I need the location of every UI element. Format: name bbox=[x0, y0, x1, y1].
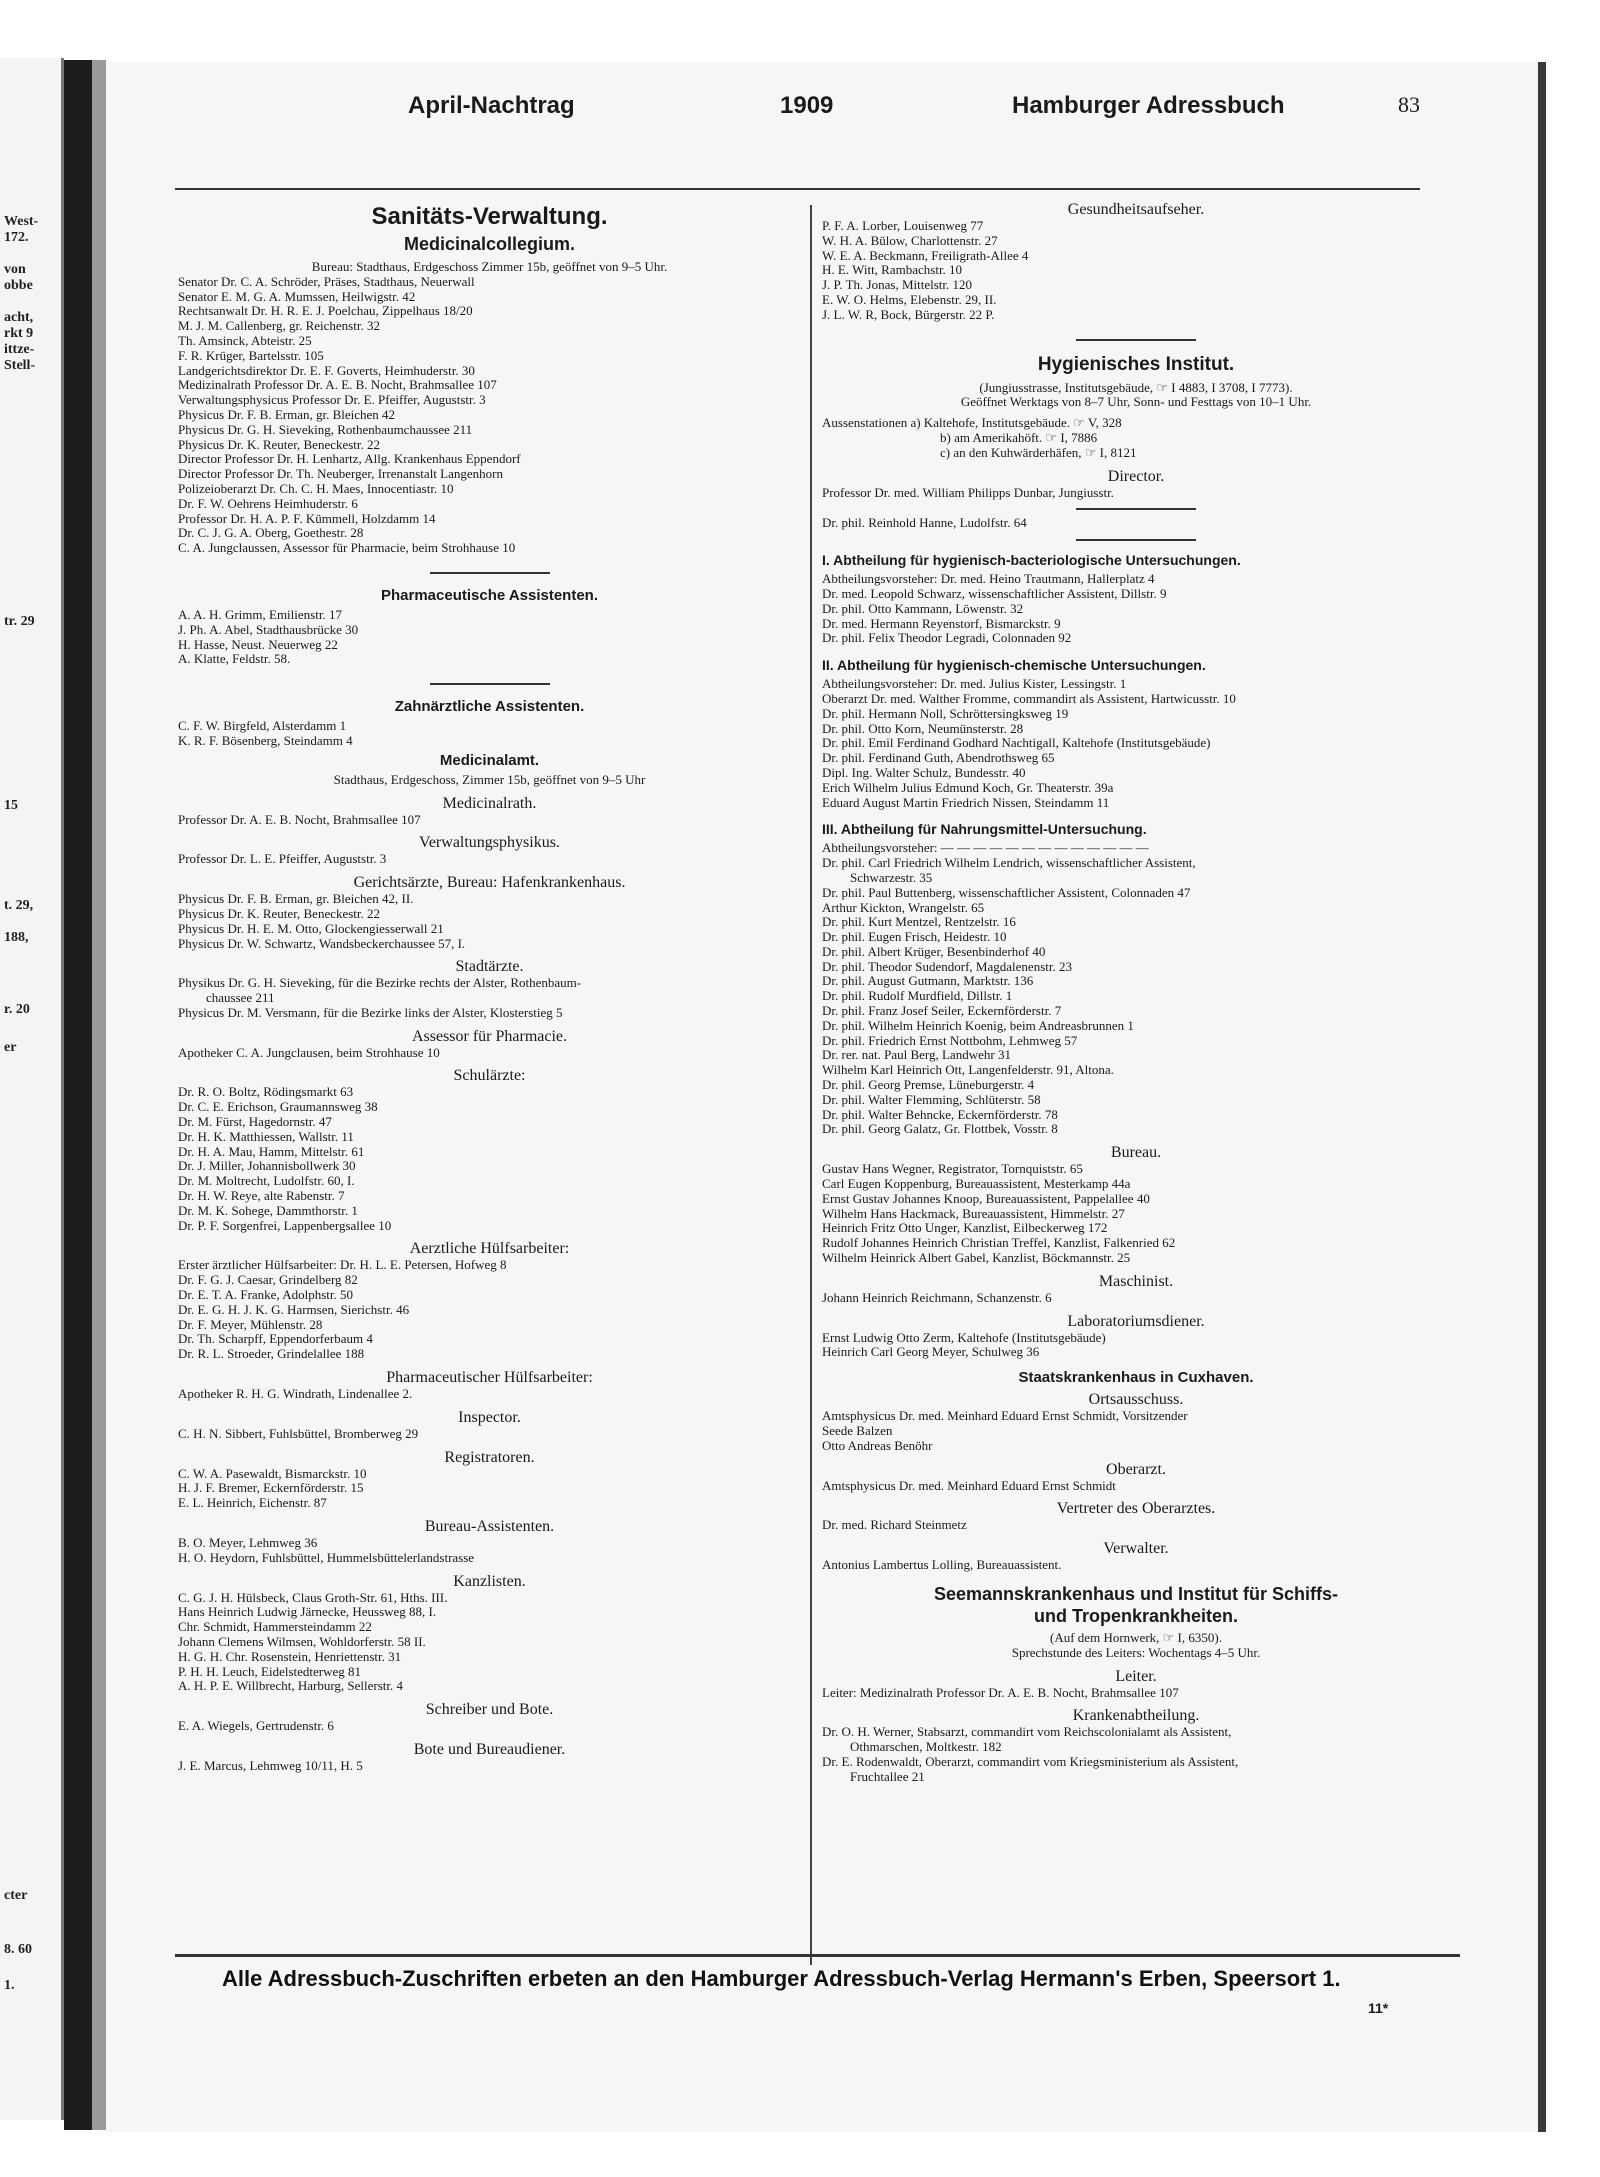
entry-line: Rechtsanwalt Dr. H. R. E. J. Poelchau, Zippelhaus 18/20 bbox=[178, 304, 473, 319]
entry-line: Otto Andreas Benöhr bbox=[822, 1438, 933, 1453]
verwalter-list bbox=[822, 1558, 1450, 1573]
subtitle-inspector: Inspector. bbox=[458, 1408, 521, 1426]
entry-line: P. F. A. Lorber, Louisenweg 77 bbox=[822, 219, 984, 233]
section-title-pharm-assistenten: Pharmaceutische Assistenten. bbox=[380, 586, 599, 604]
previous-page-fragment: tr. 29 bbox=[4, 614, 35, 629]
entry-line: Dr. P. F. Sorgenfrei, Lappenbergsallee 10 bbox=[178, 1218, 392, 1233]
previous-page-fragment: 8. 60 bbox=[4, 1942, 32, 1957]
previous-page-fragment: r. 20 bbox=[4, 1002, 30, 1017]
registratoren-list bbox=[178, 1467, 801, 1511]
subtitle-stadt: Stadtärzte. bbox=[455, 958, 524, 976]
entry-line: Dr. phil. Emil Ferdinand Godhard Nachtigall, Kaltehofe (Institutsgebäude) bbox=[822, 736, 1211, 751]
hyg-address: (Jungiusstrasse, Institutsgebäude, ☞ I 4883, I 3708, I 7773). bbox=[979, 380, 1293, 395]
section-title-collegium: Medicinalcollegium. bbox=[403, 234, 576, 254]
entry-line: Dr. H. W. Reye, alte Rabenstr. 7 bbox=[178, 1189, 345, 1204]
entry-line: Dr. phil. Otto Kammann, Löwenstr. 32 bbox=[822, 601, 1024, 616]
entry-line: Dr. C. E. Erichson, Graumannsweg 38 bbox=[178, 1100, 378, 1115]
entry-line: Senator E. M. G. A. Mumssen, Heilwigstr. 42 bbox=[178, 289, 416, 304]
subtitle-bureau-assistenten: Bureau-Assistenten. bbox=[424, 1518, 555, 1536]
entry-line: Physicus Dr. G. H. Sieveking, Rothenbaumchaussee 211 bbox=[178, 422, 473, 437]
entry-line: Physikus Dr. G. H. Sieveking, für die Bezirke rechts der Alster, Rothenbaum- bbox=[178, 976, 582, 991]
subtitle-kanzlisten: Kanzlisten. bbox=[453, 1572, 526, 1590]
header-rule bbox=[175, 188, 1420, 190]
entry-line: Dr. phil. Wilhelm Heinrich Koenig, beim Andreasbrunnen 1 bbox=[822, 1018, 1134, 1033]
subtitle-assessor: Assessor für Pharmacie. bbox=[411, 1027, 568, 1045]
subtitle-bote: Bote und Bureaudiener. bbox=[413, 1740, 566, 1758]
entry-line: E. L. Heinrich, Eichenstr. 87 bbox=[178, 1496, 327, 1511]
book-spine bbox=[64, 60, 92, 2130]
abt2-list bbox=[822, 677, 1450, 810]
entry-line: Abtheilungsvorsteher: Dr. med. Heino Trautmann, Hallerplatz 4 bbox=[822, 572, 1155, 587]
left-column bbox=[178, 200, 801, 1960]
previous-page-fragment: obbe bbox=[4, 278, 33, 293]
divider bbox=[1076, 339, 1196, 341]
entry-line: Dr. phil. Felix Theodor Legradi, Colonnaden 92 bbox=[822, 631, 1072, 646]
entry-line: A. A. H. Grimm, Emilienstr. 17 bbox=[178, 607, 342, 622]
pharm-huelfs-list bbox=[178, 1387, 801, 1402]
previous-page-fragment: Stell- bbox=[4, 358, 36, 373]
entry-line: J. L. W. R, Bock, Bürgerstr. 22 P. bbox=[822, 307, 995, 322]
gericht-list bbox=[178, 892, 801, 951]
subtitle-director: Director. bbox=[1107, 467, 1165, 485]
previous-page-fragment: 172. bbox=[4, 230, 29, 245]
previous-page-fragment: acht, bbox=[4, 310, 34, 325]
oberarzt-list bbox=[822, 1479, 1450, 1494]
entry-line: W. E. A. Beckmann, Freiligrath-Allee 4 bbox=[822, 248, 1029, 263]
entry-line: Aussenstationen a) Kaltehofe, Institutsgebäude. ☞ V, 328 bbox=[822, 416, 1122, 431]
entry-line: Carl Eugen Koppenburg, Bureauassistent, Mesterkamp 44a bbox=[822, 1177, 1131, 1192]
header-title: Hamburger Adressbuch bbox=[1012, 92, 1285, 119]
entry-line: Dr. phil. Friedrich Ernst Nottbohm, Lehmweg 57 bbox=[822, 1033, 1078, 1048]
schreiber-list bbox=[178, 1719, 801, 1734]
entry-line: Gustav Hans Wegner, Registrator, Tornquiststr. 65 bbox=[822, 1162, 1083, 1177]
director-list bbox=[822, 486, 1450, 501]
entry-line: Erich Wilhelm Julius Edmund Koch, Gr. Theaterstr. 39a bbox=[822, 780, 1114, 795]
section-title-abt2: II. Abtheilung für hygienisch-chemische Untersuchungen. bbox=[822, 657, 1206, 674]
entry-line: Director Professor Dr. Th. Neuberger, Irrenanstalt Langenhorn bbox=[178, 467, 503, 482]
entry-line: A. H. P. E. Willbrecht, Harburg, Sellerstr. 4 bbox=[178, 1679, 404, 1694]
ortsausschuss-list bbox=[822, 1409, 1450, 1453]
entry-line: Dr. phil. Paul Buttenberg, wissenschaftlicher Assistent, Colonnaden 47 bbox=[822, 885, 1191, 900]
kanzlisten-list bbox=[178, 1591, 801, 1695]
subtitle-gesundheitsaufseher: Gesundheitsaufseher. bbox=[1067, 201, 1205, 218]
entry-line: Dr. H. K. Matthiessen, Wallstr. 11 bbox=[178, 1129, 354, 1144]
entry-line: Chr. Schmidt, Hammersteindamm 22 bbox=[178, 1620, 372, 1635]
entry-line: Physicus Dr. H. E. M. Otto, Glockengiesserwall 21 bbox=[178, 921, 444, 936]
huelfs-list bbox=[178, 1258, 801, 1362]
previous-page-fragment: 1. bbox=[4, 1978, 15, 1993]
entry-line: K. R. F. Bösenberg, Steindamm 4 bbox=[178, 733, 353, 748]
hyg-hours: Geöffnet Werktags von 8–7 Uhr, Sonn- und Festtags von 10–1 Uhr. bbox=[960, 395, 1312, 410]
entry-line: P. H. H. Leuch, Eidelstedterweg 81 bbox=[178, 1664, 362, 1679]
entry-line: Dr. F. Meyer, Mühlenstr. 28 bbox=[178, 1317, 323, 1332]
main-title: Sanitäts-Verwaltung. bbox=[371, 203, 608, 230]
entry-line: Dr. phil. Eugen Frisch, Heidestr. 10 bbox=[822, 930, 1007, 945]
entry-line: Physicus Dr. K. Reuter, Beneckestr. 22 bbox=[178, 906, 381, 921]
entry-line: H. G. H. Chr. Rosenstein, Henriettenstr. 31 bbox=[178, 1649, 402, 1664]
entry-line: Ernst Gustav Johannes Knoop, Bureauassistent, Pappelallee 40 bbox=[822, 1191, 1150, 1206]
entry-line: Professor Dr. med. William Philipps Dunbar, Jungiusstr. bbox=[822, 485, 1114, 500]
subtitle-leiter: Leiter. bbox=[1115, 1667, 1157, 1685]
previous-page-fragment: West- bbox=[4, 214, 39, 229]
subtitle-pharm-huelfs: Pharmaceutischer Hülfsarbeiter: bbox=[386, 1369, 593, 1387]
subtitle-gericht: Gerichtsärzte, Bureau: Hafenkrankenhaus. bbox=[353, 874, 626, 892]
entry-line: H. O. Heydorn, Fuhlsbüttel, Hummelsbüttelerlandstrasse bbox=[178, 1550, 475, 1565]
entry-line: Professor Dr. A. E. B. Nocht, Brahmsallee 107 bbox=[178, 812, 421, 827]
vertreter-list bbox=[822, 1518, 1450, 1533]
entry-line: Heinrich Carl Georg Meyer, Schulweg 36 bbox=[822, 1345, 1040, 1360]
medicinalamt-bureau: Stadthaus, Erdgeschoss, Zimmer 15b, geöffnet von 9–5 Uhr bbox=[333, 772, 646, 787]
entry-line: Dr. med. Hermann Reyenstorf, Bismarckstr. 9 bbox=[822, 616, 1061, 631]
subtitle-schreiber: Schreiber und Bote. bbox=[425, 1701, 554, 1719]
subtitle-huelfs: Aerztliche Hülfsarbeiter: bbox=[409, 1240, 570, 1258]
entry-line: Physicus Dr. F. B. Erman, gr. Bleichen 42, II. bbox=[178, 892, 414, 907]
entry-line: Johann Clemens Wilmsen, Wohldorferstr. 58 II. bbox=[178, 1635, 426, 1649]
entry-line: Dr. phil. Ferdinand Guth, Abendrothsweg 65 bbox=[822, 751, 1055, 766]
entry-line: H. Hasse, Neust. Neuerweg 22 bbox=[178, 637, 338, 652]
entry-line: Leiter: Medizinalrath Professor Dr. A. E. B. Nocht, Brahmsallee 107 bbox=[822, 1685, 1179, 1700]
footer-rule bbox=[175, 1954, 1460, 1957]
entry-line: Dr. phil. Albert Krüger, Besenbinderhof 40 bbox=[822, 944, 1046, 959]
header-left: April-Nachtrag bbox=[408, 92, 575, 119]
entry-line: Dr. phil. Theodor Sudendorf, Magdalenenstr. 23 bbox=[822, 959, 1072, 974]
subtitle-ortsausschuss: Ortsausschuss. bbox=[1088, 1391, 1184, 1409]
entry-line: Dr. med. Leopold Schwarz, wissenschaftlicher Assistent, Dillstr. 9 bbox=[822, 586, 1167, 601]
entry-line: Dr. phil. Kurt Mentzel, Rentzelstr. 16 bbox=[822, 915, 1016, 930]
verwaltung-list bbox=[178, 852, 801, 867]
entry-line: C. H. N. Sibbert, Fuhlsbüttel, Bromberweg 29 bbox=[178, 1426, 419, 1441]
previous-page-fragment: 15 bbox=[4, 798, 18, 813]
entry-line: Erster ärztlicher Hülfsarbeiter: Dr. H. L. E. Petersen, Hofweg 8 bbox=[178, 1258, 507, 1273]
section-title-seemann-2: und Tropenkrankheiten. bbox=[1033, 1606, 1239, 1626]
maschinist-list bbox=[822, 1291, 1450, 1306]
previous-page-fragment: von bbox=[4, 262, 26, 277]
entry-line: Dr. M. Moltrecht, Ludolfstr. 60, I. bbox=[178, 1174, 355, 1189]
entry-line: H. J. F. Bremer, Eckernförderstr. 15 bbox=[178, 1481, 364, 1496]
laboratoriumsdiener-list bbox=[822, 1331, 1450, 1361]
entry-line: Dr. E. G. H. J. K. G. Harmsen, Sierichstr. 46 bbox=[178, 1302, 410, 1317]
pharm-assistenten-list bbox=[178, 608, 801, 667]
previous-page-fragment: rkt 9 bbox=[4, 326, 34, 341]
entry-line: Amtsphysicus Dr. med. Meinhard Eduard Ernst Schmidt, Vorsitzender bbox=[822, 1409, 1188, 1424]
entry-line: Dr. M. K. Sohege, Dammthorstr. 1 bbox=[178, 1203, 358, 1218]
director-extra: Dr. phil. Reinhold Hanne, Ludolfstr. 64 bbox=[822, 516, 1027, 531]
entry-line: Dr. J. Miller, Johannisbollwerk 30 bbox=[178, 1159, 356, 1174]
footer-notice: Alle Adressbuch-Zuschriften erbeten an den Hamburger Adressbuch-Verlag Hermann's Erben, Speersort 1. bbox=[222, 1966, 1341, 1991]
abt3-list bbox=[822, 841, 1450, 1137]
entry-line: H. E. Witt, Rambachstr. 10 bbox=[822, 263, 963, 278]
section-title-abt3: III. Abtheilung für Nahrungsmittel-Untersuchung. bbox=[822, 821, 1147, 838]
entry-line: Dr. H. A. Mau, Hamm, Mittelstr. 61 bbox=[178, 1144, 365, 1159]
entry-line: Physicus Dr. W. Schwartz, Wandsbeckerchaussee 57, I. bbox=[178, 936, 466, 951]
entry-line: Dr. F. W. Oehrens Heimhuderstr. 6 bbox=[178, 496, 358, 511]
entry-line: Dr. Th. Scharpff, Eppendorferbaum 4 bbox=[178, 1332, 373, 1347]
entry-line: Dr. phil. Georg Galatz, Gr. Flottbek, Vosstr. 8 bbox=[822, 1122, 1058, 1137]
header-year: 1909 bbox=[780, 92, 834, 119]
entry-line: Physicus Dr. M. Versmann, für die Bezirke links der Alster, Klosterstieg 5 bbox=[178, 1005, 563, 1020]
entry-line: Dr. F. G. J. Caesar, Grindelberg 82 bbox=[178, 1273, 358, 1288]
entry-line: Dr. phil. Hermann Noll, Schröttersingksweg 19 bbox=[822, 706, 1069, 721]
entry-line: Eduard August Martin Friedrich Nissen, Steindamm 11 bbox=[822, 795, 1110, 810]
seemann-hours: Sprechstunde des Leiters: Wochentags 4–5 Uhr. bbox=[1011, 1645, 1261, 1660]
entry-line: C. G. J. H. Hülsbeck, Claus Groth-Str. 61, Hths. III. bbox=[178, 1590, 448, 1605]
assessor-list bbox=[178, 1046, 801, 1061]
entry-line: Abtheilungsvorsteher: Dr. med. Julius Kister, Lessingstr. 1 bbox=[822, 677, 1127, 692]
stadt-list bbox=[178, 976, 801, 1020]
entry-line: Seede Balzen bbox=[822, 1424, 893, 1439]
entry-line: Director Professor Dr. H. Lenhartz, Allg. Krankenhaus Eppendorf bbox=[178, 452, 521, 467]
column-rule bbox=[810, 205, 812, 1965]
entry-line: Dr. E. Rodenwaldt, Oberarzt, commandirt vom Kriegsministerium als Assistent, bbox=[822, 1754, 1239, 1769]
section-title-hygienisches-institut: Hygienisches Institut. bbox=[1037, 353, 1235, 375]
entry-line: Th. Amsinck, Abteistr. 25 bbox=[178, 333, 312, 348]
entry-line: Dr. med. Richard Steinmetz bbox=[822, 1518, 967, 1533]
entry-line: chaussee 211 bbox=[206, 991, 275, 1006]
entry-line: Dr. phil. Rudolf Murdfield, Dillstr. 1 bbox=[822, 989, 1013, 1004]
subtitle-verwaltung: Verwaltungsphysikus. bbox=[419, 834, 560, 852]
entry-line: Wilhelm Karl Heinrich Ott, Langenfelderstr. 91, Altona. bbox=[822, 1063, 1114, 1078]
entry-line: J. P. Th. Jonas, Mittelstr. 120 bbox=[822, 278, 973, 293]
entry-line: J. Ph. A. Abel, Stadthausbrücke 30 bbox=[178, 622, 359, 637]
entry-line: Medizinalrath Professor Dr. A. E. B. Nocht, Brahmsallee 107 bbox=[178, 378, 497, 393]
entry-line: Fruchtallee 21 bbox=[850, 1769, 925, 1784]
entry-line: J. E. Marcus, Lehmweg 10/11, H. 5 bbox=[178, 1758, 363, 1773]
entry-line: Dr. R. O. Boltz, Rödingsmarkt 63 bbox=[178, 1085, 354, 1100]
entry-line: A. Klatte, Feldstr. 58. bbox=[178, 652, 291, 667]
section-title-abt1: I. Abtheilung für hygienisch-bacteriologische Untersuchungen. bbox=[822, 552, 1241, 569]
previous-page-fragment: cter bbox=[4, 1888, 28, 1903]
previous-page-edge bbox=[0, 58, 64, 2120]
medicinalrath-list bbox=[178, 813, 801, 828]
entry-line: Oberarzt Dr. med. Walther Fromme, commandirt als Assistent, Hartwicusstr. 10 bbox=[822, 691, 1236, 706]
right-column bbox=[822, 200, 1450, 1960]
entry-line: F. R. Krüger, Bartelsstr. 105 bbox=[178, 348, 324, 363]
entry-line: Dr. phil. Franz Josef Seiler, Eckernförderstr. 7 bbox=[822, 1004, 1062, 1019]
krankenabtheilung-list bbox=[822, 1725, 1450, 1784]
entry-line: Dr. E. T. A. Franke, Adolphstr. 50 bbox=[178, 1288, 354, 1303]
signature-mark: 11* bbox=[1368, 2000, 1389, 2016]
section-title-cuxhaven: Staatskrankenhaus in Cuxhaven. bbox=[1018, 1369, 1254, 1387]
previous-page-fragment: t. 29, bbox=[4, 898, 34, 913]
divider bbox=[1076, 508, 1196, 510]
inspector-list bbox=[178, 1427, 801, 1442]
entry-line: Rudolf Johannes Heinrich Christian Treffel, Kanzlist, Falkenried 62 bbox=[822, 1236, 1176, 1251]
entry-line: Wilhelm Heinrick Albert Gabel, Kanzlist, Böckmannstr. 25 bbox=[822, 1251, 1131, 1266]
entry-line: C. A. Jungclaussen, Assessor für Pharmacie, beim Strohhause 10 bbox=[178, 541, 516, 556]
entry-line: Physicus Dr. F. B. Erman, gr. Bleichen 42 bbox=[178, 407, 396, 422]
abt1-list bbox=[822, 572, 1450, 646]
section-title-zahn-assistenten: Zahnärztliche Assistenten. bbox=[394, 698, 585, 716]
entry-line: W. H. A. Bülow, Charlottenstr. 27 bbox=[822, 233, 998, 248]
previous-page-fragment: er bbox=[4, 1040, 17, 1055]
entry-line: Apotheker C. A. Jungclausen, beim Strohhause 10 bbox=[178, 1045, 440, 1060]
entry-line: Heinrich Fritz Otto Unger, Kanzlist, Eilbeckerweg 172 bbox=[822, 1221, 1108, 1236]
entry-line: Dr. phil. Walter Behncke, Eckernförderstr. 78 bbox=[822, 1107, 1058, 1122]
entry-line: Dr. phil. Georg Premse, Lüneburgerstr. 4 bbox=[822, 1078, 1035, 1093]
entry-line: Dr. phil. Walter Flemming, Schlüterstr. 58 bbox=[822, 1092, 1041, 1107]
entry-line: Dr. M. Fürst, Hagedornstr. 47 bbox=[178, 1115, 332, 1130]
entry-line: B. O. Meyer, Lehmweg 36 bbox=[178, 1536, 318, 1551]
entry-line: Dr. phil. August Gutmann, Marktstr. 136 bbox=[822, 974, 1034, 989]
subtitle-laboratoriumsdiener: Laboratoriumsdiener. bbox=[1067, 1312, 1205, 1330]
subtitle-medicinalrath: Medicinalrath. bbox=[442, 794, 537, 812]
entry-line: Dr. O. H. Werner, Stabsarzt, commandirt vom Reichscolonialamt als Assistent, bbox=[822, 1725, 1232, 1740]
previous-page-fragment: 188, bbox=[4, 930, 29, 945]
divider bbox=[430, 683, 550, 685]
entry-line: Dr. rer. nat. Paul Berg, Landwehr 31 bbox=[822, 1048, 1011, 1063]
subtitle-schul: Schulärzte: bbox=[453, 1067, 526, 1085]
bote-list bbox=[178, 1759, 801, 1774]
entry-line: Dr. C. J. G. A. Oberg, Goethestr. 28 bbox=[178, 526, 364, 541]
entry-line: Verwaltungsphysicus Professor Dr. E. Pfeiffer, Auguststr. 3 bbox=[178, 393, 486, 408]
entry-line: Landgerichtsdirektor Dr. E. F. Goverts, Heimhuderstr. 30 bbox=[178, 363, 475, 378]
book-gutter bbox=[92, 60, 106, 2130]
entry-line: Schwarzestr. 35 bbox=[850, 870, 933, 885]
entry-line: Amtsphysicus Dr. med. Meinhard Eduard Ernst Schmidt bbox=[822, 1478, 1116, 1493]
subtitle-maschinist: Maschinist. bbox=[1098, 1272, 1174, 1290]
entry-line: Arthur Kickton, Wrangelstr. 65 bbox=[822, 900, 985, 915]
bureau-list bbox=[822, 1162, 1450, 1266]
entry-line: Hans Heinrich Ludwig Järnecke, Heussweg 88, I. bbox=[178, 1605, 437, 1620]
entry-line: M. J. M. Callenberg, gr. Reichenstr. 32 bbox=[178, 319, 380, 334]
entry-line: Abtheilungsvorsteher: — — — — — — — — — — — — — bbox=[822, 841, 1149, 856]
entry-line: E. W. O. Helms, Elebenstr. 29, II. bbox=[822, 292, 997, 307]
entry-line: Othmarschen, Moltkestr. 182 bbox=[850, 1740, 1002, 1755]
subtitle-registratoren: Registratoren. bbox=[444, 1448, 535, 1466]
entry-line: Polizeioberarzt Dr. Ch. C. H. Maes, Innocentiastr. 10 bbox=[178, 481, 454, 496]
entry-line: Professor Dr. H. A. P. F. Kümmell, Holzdamm 14 bbox=[178, 511, 436, 526]
entry-line: Dr. phil. Otto Korn, Neumünsterstr. 28 bbox=[822, 721, 1024, 736]
divider bbox=[1076, 539, 1196, 541]
subtitle-verwalter: Verwalter. bbox=[1103, 1540, 1169, 1558]
seemann-address: (Auf dem Hornwerk, ☞ I, 6350). bbox=[1050, 1631, 1222, 1645]
previous-page-fragment: ittze- bbox=[4, 342, 35, 357]
schul-list bbox=[178, 1085, 801, 1233]
entry-line: Johann Heinrich Reichmann, Schanzenstr. 6 bbox=[822, 1290, 1052, 1305]
entry-line: Ernst Ludwig Otto Zerm, Kaltehofe (Institutsgebäude) bbox=[822, 1330, 1106, 1345]
section-title-medicinalamt: Medicinalamt. bbox=[439, 751, 540, 769]
entry-line: Antonius Lambertus Lolling, Bureauassistent. bbox=[822, 1558, 1062, 1573]
page-number: 83 bbox=[1398, 92, 1420, 117]
entry-line: b) am Amerikahöft. ☞ I, 7886 bbox=[940, 430, 1098, 445]
leiter-list bbox=[822, 1686, 1450, 1701]
subtitle-krankenabtheilung: Krankenabtheilung. bbox=[1072, 1707, 1200, 1725]
entry-line: Wilhelm Hans Hackmack, Bureauassistent, Himmelstr. 27 bbox=[822, 1206, 1125, 1221]
subtitle-oberarzt: Oberarzt. bbox=[1106, 1460, 1166, 1478]
zahn-assistenten-list bbox=[178, 719, 801, 749]
entry-line: Professor Dr. L. E. Pfeiffer, Auguststr. 3 bbox=[178, 852, 387, 867]
divider bbox=[430, 572, 550, 574]
entry-line: Apotheker R. H. G. Windrath, Lindenallee 2. bbox=[178, 1387, 413, 1402]
gesundheitsaufseher-list bbox=[822, 219, 1450, 323]
collegium-list bbox=[178, 275, 801, 556]
subtitle-vertreter: Vertreter des Oberarztes. bbox=[1056, 1500, 1216, 1518]
entry-line: c) an den Kuhwärderhäfen, ☞ I, 8121 bbox=[940, 445, 1137, 460]
entry-line: E. A. Wiegels, Gertrudenstr. 6 bbox=[178, 1719, 334, 1734]
entry-line: Senator Dr. C. A. Schröder, Präses, Stadthaus, Neuerwall bbox=[178, 274, 475, 289]
collegium-bureau: Bureau: Stadthaus, Erdgeschoss Zimmer 15b, geöffnet von 9–5 Uhr. bbox=[311, 260, 668, 274]
bureau-assistenten-list bbox=[178, 1536, 801, 1566]
entry-line: Dipl. Ing. Walter Schulz, Bundesstr. 40 bbox=[822, 765, 1026, 780]
entry-line: Dr. phil. Carl Friedrich Wilhelm Lendrich, wissenschaftlicher Assistent, bbox=[822, 856, 1196, 871]
entry-line: Physicus Dr. K. Reuter, Beneckestr. 22 bbox=[178, 437, 381, 452]
entry-line: Dr. R. L. Stroeder, Grindelallee 188 bbox=[178, 1347, 365, 1362]
subtitle-bureau: Bureau. bbox=[1110, 1144, 1162, 1162]
entry-line: C. F. W. Birgfeld, Alsterdamm 1 bbox=[178, 719, 347, 734]
hyg-stations-list bbox=[822, 416, 1450, 460]
entry-line: C. W. A. Pasewaldt, Bismarckstr. 10 bbox=[178, 1466, 367, 1481]
section-title-seemann-1: Seemannskrankenhaus und Institut für Schiffs- bbox=[933, 1584, 1339, 1604]
